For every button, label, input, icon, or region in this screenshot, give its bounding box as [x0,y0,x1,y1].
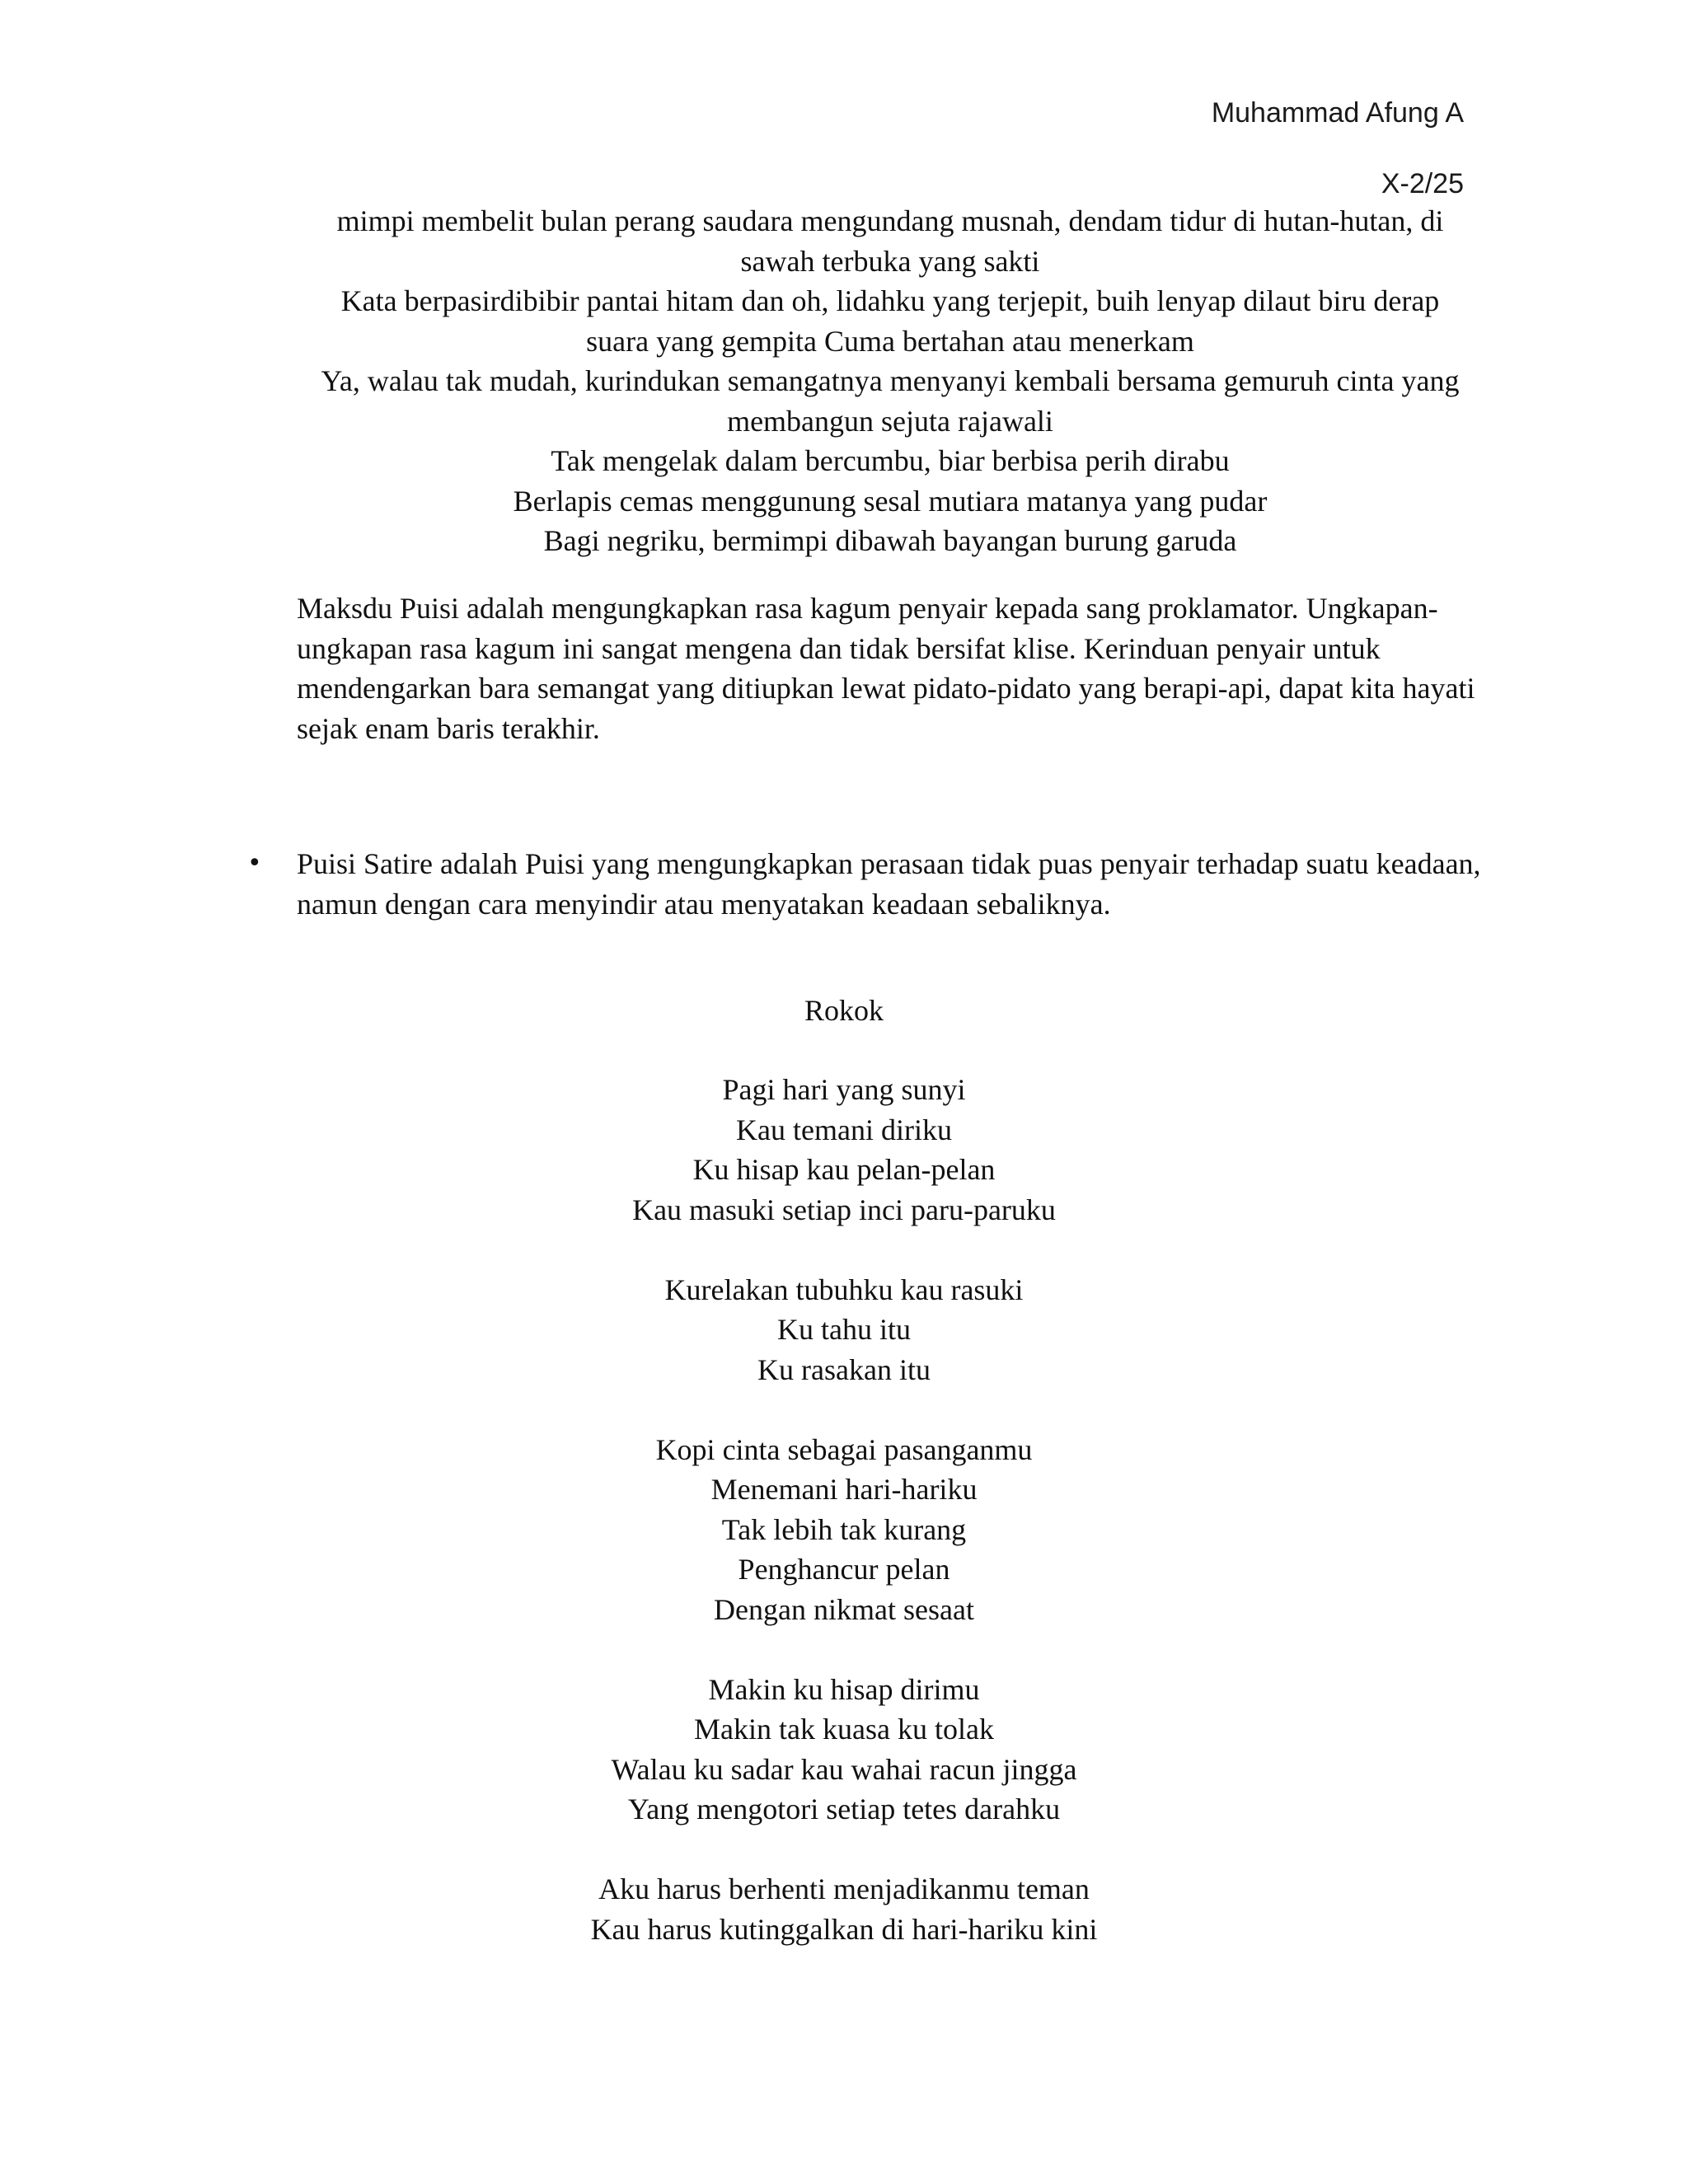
poem-explanation-paragraph: Maksdu Puisi adalah mengungkapkan rasa kagum penyair kepada sang proklamator. Ungkapan-ungkapan rasa kagum ini sangat mengena dan tidak bersifat klise. Kerinduan penyair untuk mendengarkan bara semangat yang ditiupkan lewat pidato-pidato yang berapi-api, dapat kita hayati sejak enam baris terakhir. [297,592,1475,745]
poem-line: Kata berpasirdibibir pantai hitam dan oh, lidahku yang terjepit, buih lenyap dilaut biru derap [340,284,1440,317]
poem-line: Kau harus kutinggalkan di hari-hariku kini [590,1912,1098,1946]
poem-line: Kurelakan tubuhku kau rasuki [664,1272,1024,1306]
class-label: X-2/25 [1381,168,1464,199]
poem-line: Ku rasakan itu [757,1352,931,1386]
poem-line: Ku hisap kau pelan-pelan [692,1153,996,1186]
poem-title: Rokok [804,994,884,1027]
poem-stanza [0,1869,1688,1949]
poem-line: Tak lebih tak kurang [721,1512,967,1546]
poem-stanza [0,1670,1688,1830]
rokok-poem [0,1070,1688,1990]
poem-line: Bagi negriku, bermimpi dibawah bayangan burung garuda [543,524,1237,557]
poem-line: sawah terbuka yang sakti [740,244,1040,278]
poem-line: suara yang gempita Cuma bertahan atau menerkam [586,324,1194,358]
poem-line: Makin ku hisap dirimu [708,1672,980,1706]
poem-stanza [0,1070,1688,1230]
poem-line: membangun sejuta rajawali [727,404,1053,438]
poem-line: Walau ku sadar kau wahai racun jingga [611,1752,1077,1786]
poem-line: mimpi membelit bulan perang saudara mengundang musnah, dendam tidur di hutan-hutan, di [336,204,1444,237]
poem-line: Aku harus berhenti menjadikanmu teman [598,1872,1090,1905]
poem-line: Ku tahu itu [777,1313,911,1346]
poem-line: Tak mengelak dalam bercumbu, biar berbisa perih dirabu [551,444,1230,477]
poem-excerpt [297,201,1484,561]
poem-line: Kopi cinta sebagai pasanganmu [655,1432,1033,1466]
satire-definition-bullet [247,844,1484,924]
poem-line: Penghancur pelan [738,1553,950,1586]
bullet-icon: • [247,849,262,878]
poem-line: Menemani hari-hariku [710,1473,978,1506]
poem-line: Berlapis cemas menggunung sesal mutiara matanya yang pudar [513,484,1268,518]
poem-line: Pagi hari yang sunyi [722,1073,966,1106]
poem-line: Kau masuki setiap inci paru-paruku [632,1193,1056,1226]
poem-line: Dengan nikmat sesaat [714,1592,974,1626]
poem-line: Ya, walau tak mudah, kurindukan semangatnya menyanyi kembali bersama gemuruh cinta yang [321,364,1460,397]
poem-line: Yang mengotori setiap tetes darahku [627,1793,1061,1825]
poem-line: Kau temani diriku [736,1113,952,1146]
poem-stanza [0,1430,1688,1630]
bullet-text: Puisi Satire adalah Puisi yang mengungkapkan perasaan tidak puas penyair terhadap suatu keadaan, namun dengan cara menyindir atau menyatakan keadaan sebaliknya. [297,847,1481,921]
poem-stanza [0,1270,1688,1390]
poem-line: Makin tak kuasa ku tolak [694,1713,994,1746]
author-name: Muhammad Afung A [1211,97,1464,129]
